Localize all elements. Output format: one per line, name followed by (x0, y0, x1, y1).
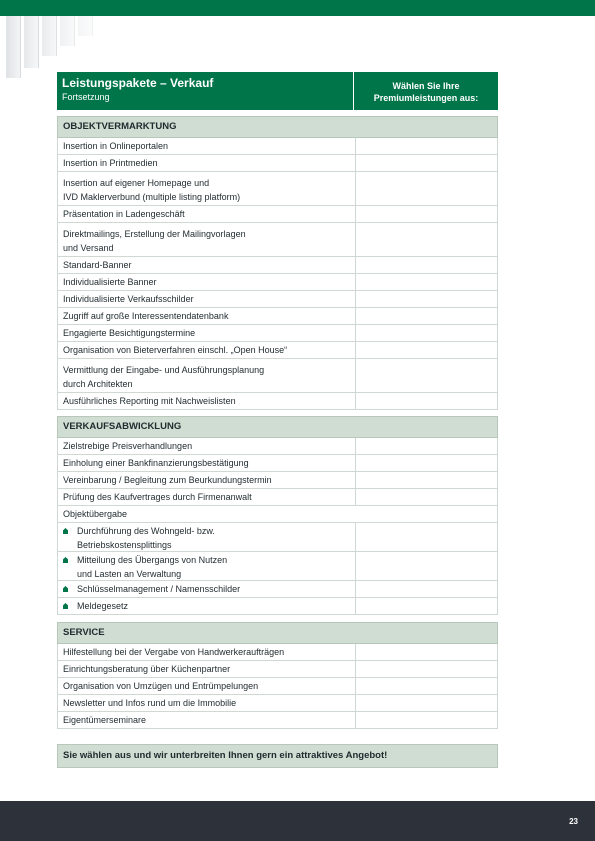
row-label (58, 223, 356, 256)
decorative-columns-image (0, 16, 120, 78)
page-number: 23 (569, 817, 578, 826)
section-service (57, 622, 498, 729)
table-row (57, 506, 498, 523)
row-label: Prüfung des Kaufvertrages durch Firmenanwalt (58, 489, 356, 505)
table-row (57, 552, 498, 581)
top-brand-bar (0, 0, 595, 16)
section-verkaufsabwicklung (57, 416, 498, 615)
row-label: Newsletter und Infos rund um die Immobilie (58, 695, 356, 711)
house-bullet-icon (63, 557, 68, 563)
row-label: Insertion in Onlineportalen (58, 138, 356, 154)
table-row (57, 223, 498, 257)
selection-cell[interactable] (356, 455, 497, 471)
table-row (57, 257, 498, 274)
row-label: Individualisierte Banner (58, 274, 356, 290)
selection-cell[interactable] (356, 644, 497, 660)
selection-cell[interactable] (356, 695, 497, 711)
row-label-line: Durchführung des Wohngeld- bzw. (77, 526, 215, 536)
selection-cell[interactable] (356, 291, 497, 307)
row-label (58, 581, 356, 597)
row-label-line: durch Architekten (63, 379, 133, 389)
row-label: Organisation von Bieterverfahren einschl. „Open House“ (58, 342, 356, 358)
table-row (57, 325, 498, 342)
selection-cell[interactable] (356, 325, 497, 341)
row-label-line: Mitteilung des Übergangs von Nutzen (77, 555, 228, 565)
section-heading: OBJEKTVERMARKTUNG (57, 116, 498, 138)
row-label: Einrichtungsberatung über Küchenpartner (58, 661, 356, 677)
row-label-line: Direktmailings, Erstellung der Mailingvorlagen (63, 229, 246, 239)
table-row (57, 644, 498, 661)
row-label: Hilfestellung bei der Vergabe von Handwerkeraufträgen (58, 644, 356, 660)
table-row (57, 581, 498, 598)
header-right-line2: Premiumleistungen aus: (373, 93, 479, 103)
row-label-line: Betriebskostensplittings (77, 540, 172, 550)
page-subtitle: Fortsetzung (62, 92, 110, 102)
table-header (57, 72, 498, 110)
selection-cell[interactable] (356, 172, 497, 205)
selection-cell[interactable] (356, 581, 497, 597)
selection-cell[interactable] (356, 308, 497, 324)
table-row (57, 438, 498, 455)
selection-cell[interactable] (356, 257, 497, 273)
offer-note: Sie wählen aus und wir unterbreiten Ihnen gern ein attraktives Angebot! (57, 744, 498, 768)
row-label (58, 598, 356, 614)
table-row (57, 598, 498, 615)
table-row (57, 695, 498, 712)
table-row (57, 308, 498, 325)
selection-cell[interactable] (356, 712, 497, 728)
house-bullet-icon (63, 603, 68, 609)
selection-cell[interactable] (356, 274, 497, 290)
row-label: Organisation von Umzügen und Entrümpelungen (58, 678, 356, 694)
house-bullet-icon (63, 528, 68, 534)
header-right-line1: Wählen Sie Ihre (392, 81, 460, 91)
row-label-line: Insertion auf eigener Homepage und (63, 178, 210, 188)
row-label: Präsentation in Ladengeschäft (58, 206, 356, 222)
row-label: Insertion in Printmedien (58, 155, 356, 171)
selection-cell[interactable] (356, 678, 497, 694)
selection-cell[interactable] (356, 523, 497, 551)
table-row (57, 155, 498, 172)
table-row (57, 472, 498, 489)
table-row (57, 661, 498, 678)
section-objektvermarktung (57, 116, 498, 410)
selection-cell[interactable] (356, 206, 497, 222)
selection-cell[interactable] (356, 155, 497, 171)
table-row (57, 455, 498, 472)
row-label: Zugriff auf große Interessentendatenbank (58, 308, 356, 324)
selection-cell[interactable] (356, 223, 497, 256)
table-row (57, 206, 498, 223)
table-row (57, 523, 498, 552)
row-label: Individualisierte Verkaufsschilder (58, 291, 356, 307)
header-right (354, 72, 498, 110)
house-bullet-icon (63, 586, 68, 592)
row-label-line: und Lasten an Verwaltung (77, 569, 182, 579)
table-row (57, 138, 498, 155)
table-row (57, 393, 498, 410)
row-label (58, 552, 356, 580)
table-row (57, 274, 498, 291)
selection-cell[interactable] (356, 342, 497, 358)
selection-cell[interactable] (356, 661, 497, 677)
row-label: Eigentümerseminare (58, 712, 356, 728)
selection-cell[interactable] (356, 359, 497, 392)
row-label-line: Meldegesetz (77, 601, 129, 611)
row-label-line: IVD Maklerverbund (multiple listing platform) (63, 192, 241, 202)
row-label: Vereinbarung / Begleitung zum Beurkundungstermin (58, 472, 356, 488)
selection-cell[interactable] (356, 438, 497, 454)
row-label (58, 359, 356, 392)
row-label-line: und Versand (63, 243, 114, 253)
row-label: Einholung einer Bankfinanzierungsbestätigung (58, 455, 356, 471)
table-row (57, 172, 498, 206)
row-label: Standard-Banner (58, 257, 356, 273)
selection-cell[interactable] (356, 472, 497, 488)
row-label (58, 172, 356, 205)
selection-cell[interactable] (356, 393, 497, 409)
selection-cell[interactable] (356, 598, 497, 614)
row-label: Engagierte Besichtigungstermine (58, 325, 356, 341)
section-heading: SERVICE (57, 622, 498, 644)
row-label-line: Schlüsselmanagement / Namensschilder (77, 584, 241, 594)
row-label-line: Vermittlung der Eingabe- und Ausführungsplanung (63, 365, 265, 375)
row-label (58, 523, 356, 551)
table-row (57, 678, 498, 695)
row-label: Zielstrebige Preisverhandlungen (58, 438, 356, 454)
table-row (57, 712, 498, 729)
page-title: Leistungspakete – Verkauf (62, 76, 214, 90)
selection-cell[interactable] (356, 552, 497, 580)
table-row (57, 489, 498, 506)
bottom-bar (0, 801, 595, 841)
header-left (57, 72, 354, 110)
section-heading: VERKAUFSABWICKLUNG (57, 416, 498, 438)
row-label: Ausführliches Reporting mit Nachweislisten (58, 393, 356, 409)
row-label: Objektübergabe (63, 509, 128, 519)
table-row (57, 342, 498, 359)
selection-cell[interactable] (356, 138, 497, 154)
table-row (57, 291, 498, 308)
selection-cell[interactable] (356, 489, 497, 505)
table-row (57, 359, 498, 393)
